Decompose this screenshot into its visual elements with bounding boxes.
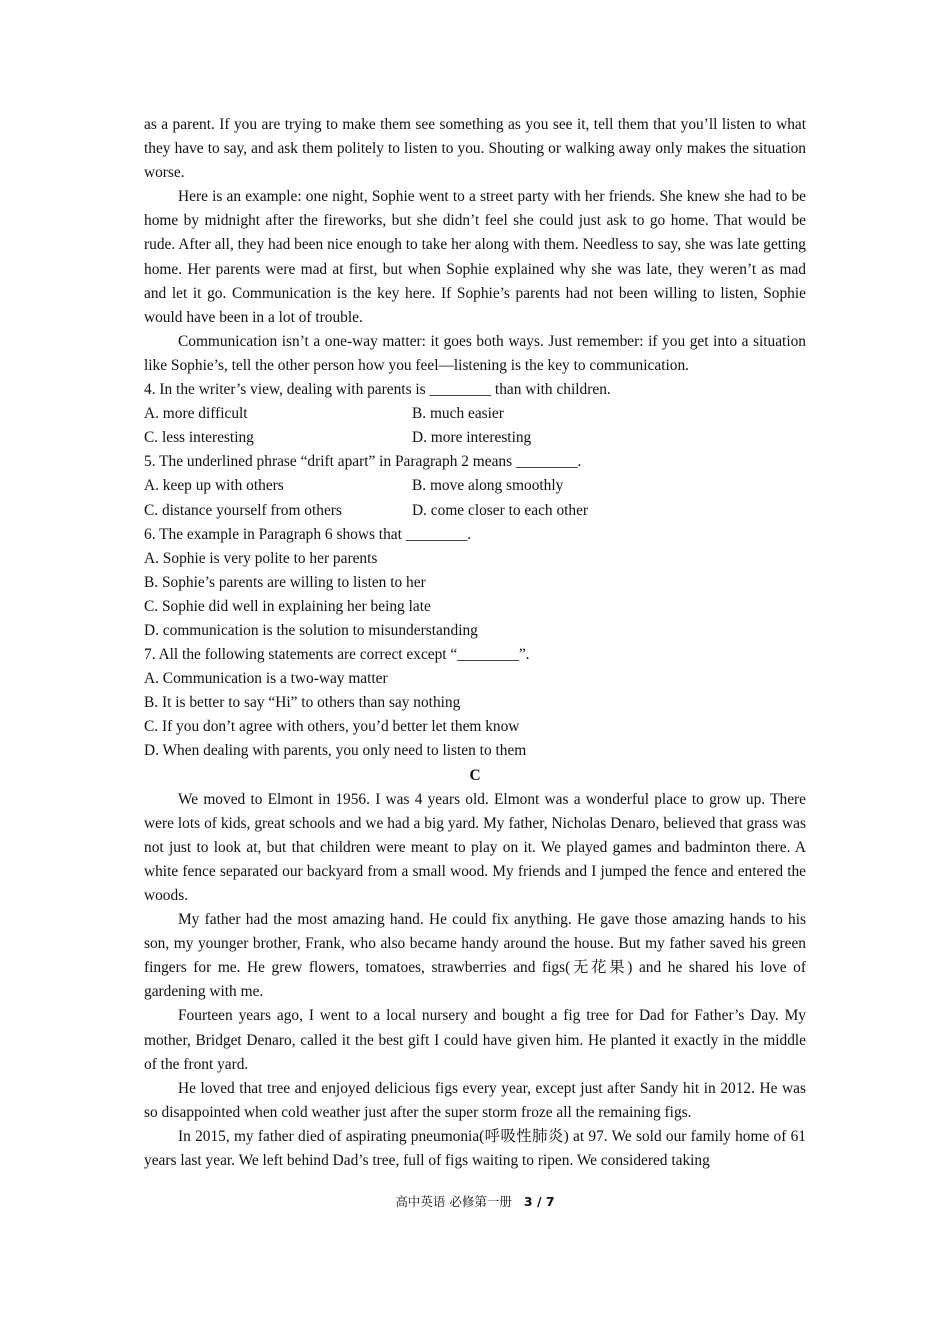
footer-title: 高中英语 必修第一册	[395, 1194, 512, 1209]
question-stem: 6. The example in Paragraph 6 shows that ________.	[144, 525, 472, 543]
paragraph-c-1: We moved to Elmont in 1956. I was 4 years old. Elmont was a wonderful place to grow up. There were lots of kids, great schools and we had a big yard. My father, Nicholas Denaro, believed that grass was not just to look at, but that children were meant to play on it. We played games and badminton there. A white fence separated our backyard from a small wood. My friends and I jumped the fence and entered the woods.	[144, 790, 806, 904]
paragraph-b-example: Here is an example: one night, Sophie went to a street party with her friends. She knew she had to be home by midnight after the fireworks, but she didn’t feel she could just ask to go home. That would be rude. After all, they had been nice enough to take her along with them. Needless to say, she was late getting home. Her parents were mad at first, but when Sophie explained why she was late, they weren’t as mad and let it go. Communication is the key here. If Sophie’s parents had not been willing to listen, Sophie would have been in a lot of trouble.	[144, 188, 806, 326]
paragraph-b-continuation: as a parent. If you are trying to make them see something as you see it, tell them that you’ll listen to what they have to say, and ask them politely to listen to you. Shouting or walking away only makes the situation worse.	[144, 116, 806, 182]
option-d: D. more interesting	[412, 429, 532, 447]
paragraph-c-2: My father had the most amazing hand. He could fix anything. He gave those amazing hands to his son, my younger brother, Frank, who also became handy around the house. But my father saved his green fingers for me. He grew flowers, tomatoes, strawberries and figs(无花果) and he shared his love of gardening with me.	[144, 911, 806, 1001]
option-d: D. When dealing with parents, you only need to listen to them	[144, 742, 527, 760]
page-number: 3 / 7	[523, 1194, 555, 1209]
option-a: A. more difficult	[144, 405, 248, 423]
question-7	[144, 643, 806, 763]
question-4	[144, 378, 806, 450]
paragraph-c-5: In 2015, my father died of aspirating pneumonia(呼吸性肺炎) at 97. We sold our family home of 61 years last year. We left behind Dad’s tree, full of figs waiting to ripen. We considered taking	[144, 1127, 806, 1170]
option-a: A. Communication is a two-way matter	[144, 670, 388, 688]
option-c: C. less interesting	[144, 429, 254, 447]
document-page	[144, 113, 806, 1173]
question-stem: 5. The underlined phrase “drift apart” in Paragraph 2 means ________.	[144, 453, 582, 471]
option-d: D. communication is the solution to misunderstanding	[144, 621, 478, 639]
page-footer	[0, 1192, 950, 1210]
option-c: C. distance yourself from others	[144, 501, 342, 519]
option-b: B. much easier	[412, 405, 504, 423]
section-heading-c: C	[469, 766, 481, 784]
option-a: A. keep up with others	[144, 477, 284, 495]
option-c: C. Sophie did well in explaining her being late	[144, 597, 431, 615]
paragraph-c-4: He loved that tree and enjoyed delicious figs every year, except just after Sandy hit in 2012. He was so disappointed when cold weather just after the super storm froze all the remaining figs.	[144, 1079, 806, 1121]
option-b: B. move along smoothly	[412, 477, 564, 495]
option-c: C. If you don’t agree with others, you’d better let them know	[144, 718, 520, 736]
option-b: B. It is better to say “Hi” to others than say nothing	[144, 694, 461, 712]
question-stem: 4. In the writer’s view, dealing with parents is ________ than with children.	[144, 381, 611, 399]
option-d: D. come closer to each other	[412, 501, 589, 519]
option-a: A. Sophie is very polite to her parents	[144, 549, 378, 567]
paragraph-c-3: Fourteen years ago, I went to a local nursery and bought a fig tree for Dad for Father’s Day. My mother, Bridget Denaro, called it the best gift I could have given him. He planted it exactly in the middle of the front yard.	[144, 1007, 806, 1073]
question-6	[144, 523, 806, 643]
question-stem: 7. All the following statements are correct except “________”.	[144, 646, 530, 664]
option-b: B. Sophie’s parents are willing to listen to her	[144, 573, 426, 591]
paragraph-b-conclusion: Communication isn’t a one-way matter: it goes both ways. Just remember: if you get into a situation like Sophie’s, tell the other person how you feel—listening is the key to communication.	[144, 332, 806, 374]
question-5	[144, 450, 806, 522]
